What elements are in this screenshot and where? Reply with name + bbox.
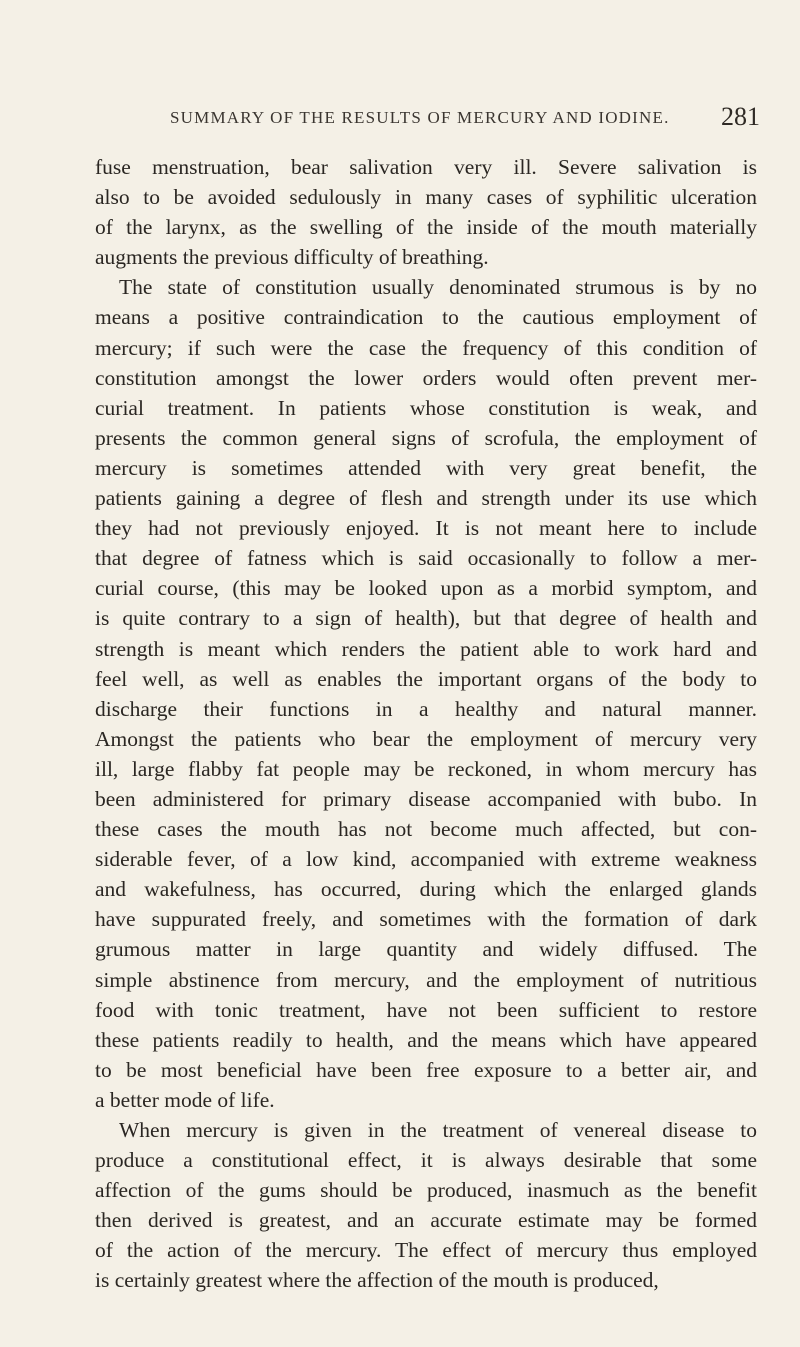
text-line: means a positive contraindication to the cautious employment of bbox=[95, 305, 757, 330]
paragraph bbox=[95, 152, 757, 272]
text-line: of the action of the mercury. The effect of mercury thus employed bbox=[95, 1238, 757, 1263]
text-line: augments the previous difficulty of breathing. bbox=[95, 245, 489, 270]
text-line: a better mode of life. bbox=[95, 1087, 275, 1112]
paragraph bbox=[95, 1115, 757, 1296]
text-line: also to be avoided sedulously in many cases of syphilitic ulceration bbox=[95, 185, 757, 210]
text-line: these patients readily to health, and the means which have appeared bbox=[95, 1027, 757, 1052]
text-line: mercury is sometimes attended with very great benefit, the bbox=[95, 455, 757, 480]
text-line: simple abstinence from mercury, and the employment of nutritious bbox=[95, 967, 757, 992]
paragraph bbox=[95, 272, 757, 1115]
text-line: feel well, as well as enables the important organs of the body to bbox=[95, 666, 757, 691]
running-head bbox=[170, 102, 760, 132]
text-line: these cases the mouth has not become much affected, but con- bbox=[95, 817, 757, 842]
text-line: discharge their functions in a healthy and natural manner. bbox=[95, 696, 757, 721]
text-line: presents the common general signs of scrofula, the employment of bbox=[95, 425, 757, 450]
text-line: produce a constitutional effect, it is always desirable that some bbox=[95, 1148, 757, 1173]
text-line: grumous matter in large quantity and widely diffused. The bbox=[95, 937, 757, 962]
text-line: When mercury is given in the treatment of venereal disease to bbox=[119, 1118, 757, 1142]
running-title: SUMMARY OF THE RESULTS OF MERCURY AND IODINE. bbox=[170, 108, 670, 127]
text-line: mercury; if such were the case the frequency of this condition of bbox=[95, 335, 757, 360]
text-line: siderable fever, of a low kind, accompanied with extreme weakness bbox=[95, 847, 757, 872]
text-line: of the larynx, as the swelling of the inside of the mouth materially bbox=[95, 215, 757, 240]
text-line: curial course, (this may be looked upon as a morbid symptom, and bbox=[95, 576, 757, 601]
text-line: fuse menstruation, bear salivation very ill. Severe salivation is bbox=[95, 155, 757, 179]
text-line: is certainly greatest where the affection of the mouth is produced, bbox=[95, 1268, 659, 1293]
text-line: and wakefulness, has occurred, during which the enlarged glands bbox=[95, 877, 757, 902]
page-number: 281 bbox=[721, 102, 760, 131]
text-line: been administered for primary disease accompanied with bubo. In bbox=[95, 786, 757, 811]
text-line: Amongst the patients who bear the employment of mercury very bbox=[95, 726, 757, 751]
text-line: to be most beneficial have been free exposure to a better air, and bbox=[95, 1057, 757, 1082]
text-line: strength is meant which renders the patient able to work hard and bbox=[95, 636, 757, 661]
text-line: they had not previously enjoyed. It is not meant here to include bbox=[95, 516, 757, 541]
text-line: affection of the gums should be produced, inasmuch as the benefit bbox=[95, 1178, 757, 1203]
text-line: that degree of fatness which is said occasionally to follow a mer- bbox=[95, 546, 757, 571]
text-line: curial treatment. In patients whose constitution is weak, and bbox=[95, 395, 757, 420]
text-line: constitution amongst the lower orders would often prevent mer- bbox=[95, 365, 757, 390]
body-text bbox=[95, 152, 757, 1296]
text-line: have suppurated freely, and sometimes with the formation of dark bbox=[95, 907, 757, 932]
text-line: patients gaining a degree of flesh and strength under its use which bbox=[95, 486, 757, 511]
text-line: ill, large flabby fat people may be reckoned, in whom mercury has bbox=[95, 756, 757, 781]
text-line: then derived is greatest, and an accurate estimate may be formed bbox=[95, 1208, 757, 1233]
text-line: The state of constitution usually denominated strumous is by no bbox=[119, 275, 757, 300]
text-line: is quite contrary to a sign of health), but that degree of health and bbox=[95, 606, 757, 631]
text-line: food with tonic treatment, have not been sufficient to restore bbox=[95, 997, 757, 1022]
